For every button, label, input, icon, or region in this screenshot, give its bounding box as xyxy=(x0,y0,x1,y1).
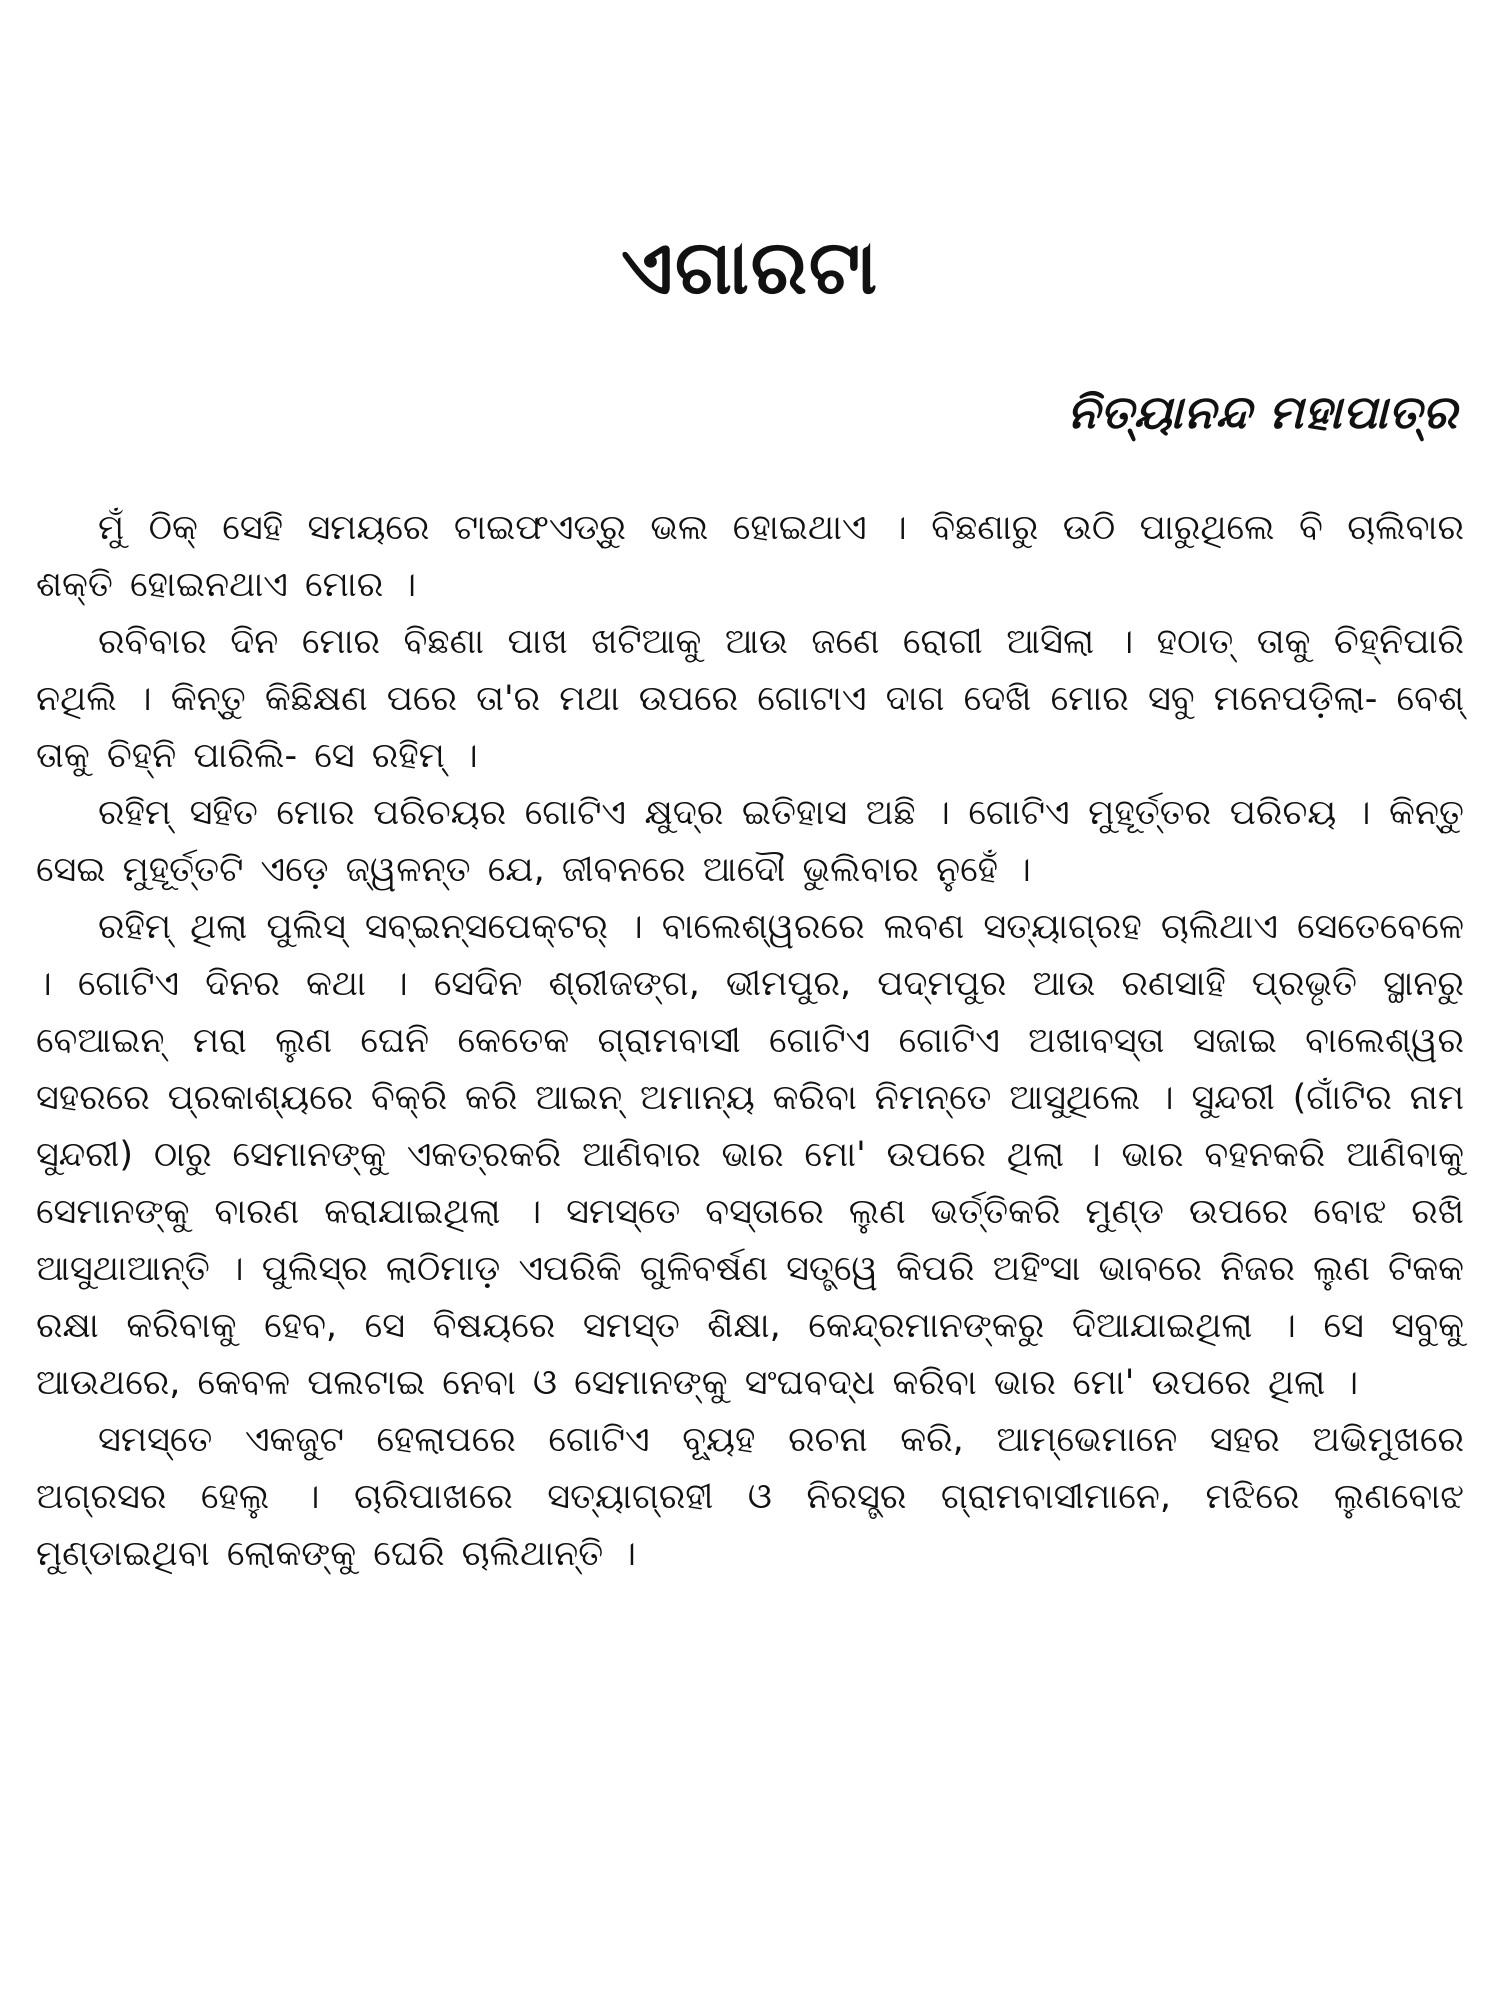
paragraph: ମୁଁ ଠିକ୍ ସେହି ସମୟରେ ଟାଇଫଏଡ୍‌ରୁ ଭଲ ହୋଇଥାଏ । ବିଛଣାରୁ ଉଠି ପାରୁଥିଲେ ବି ଚାଲିବାର ଶକ୍ତି ହୋଇନଥାଏ ମୋର । xyxy=(36,508,1464,605)
paragraph: ରହିମ୍ ସହିତ ମୋର ପରିଚୟର ଗୋଟିଏ କ୍ଷୁଦ୍ର ଇତିହାସ ଅଛି । ଗୋଟିଏ ମୁହୂର୍ତ୍ତର ପରିଚୟ । କିନ୍ତୁ ସେଇ ମୁହୂର୍ତ୍ତଟି ଏଡ଼େ ଜ୍ୱଳନ୍ତ ଯେ, ଜୀବନରେ ଆଦୌ ଭୁଲିବାର ନୁହେଁ । xyxy=(36,793,1464,890)
paragraph: ସମସ୍ତେ ଏକଜୁଟ ହେଲାପରେ ଗୋଟିଏ ବ୍ୟୂହ ରଚନା କରି, ଆମ୍ଭେମାନେ ସହର ଅଭିମୁଖରେ ଅଗ୍ରସର ହେଲୁ । ଚାରିପାଖରେ ସତ୍ୟାଗ୍ରହୀ ଓ ନିରସ୍ତ୍ର ଗ୍ରାମବାସୀମାନେ, ମଝିରେ ଲୁଣବୋଝ ମୁଣ୍ଡାଇଥିବା ଲୋକଙ୍କୁ ଘେରି ଚାଲିଥାନ୍ତି । xyxy=(36,1420,1464,1574)
page-title: ଏଗାରଟା xyxy=(621,225,879,311)
author-name: ନିତ୍ୟାନନ୍ଦ ମହାପାତ୍ର xyxy=(1067,385,1458,439)
paragraph: ରବିବାର ଦିନ ମୋର ବିଛଣା ପାଖ ଖଟିଆକୁ ଆଉ ଜଣେ ରୋଗୀ ଆସିଲା । ହଠାତ୍ ତାକୁ ଚିହ୍ନିପାରି ନଥିଲି । କିନ୍ତୁ କିଛିକ୍ଷଣ ପରେ ତା'ର ମଥା ଉପରେ ଗୋଟାଏ ଦାଗ ଦେଖି ମୋର ସବୁ ମନେପଡ଼ିଲା- ବେଶ୍ ତାକୁ ଚିହ୍ନି ପାରିଲି- ସେ ରହିମ୍ । xyxy=(36,622,1464,776)
paragraph: ରହିମ୍ ଥିଲା ପୁଲିସ୍ ସବ୍‌ଇନ୍‌ସପେକ୍ଟର୍ । ବାଲେଶ୍ୱରରେ ଲବଣ ସତ୍ୟାଗ୍ରହ ଚାଲିଥାଏ ସେତେବେଳେ । ଗୋଟିଏ ଦିନର କଥା । ସେଦିନ ଶ୍ରୀଜଙ୍ଗ, ଭୀମପୁର, ପଦ୍ମପୁର ଆଉ ରଣସାହି ପ୍ରଭୃତି ସ୍ଥାନରୁ ବେଆଇନ୍ ମରା ଲୁଣ ଘେନି କେତେକ ଗ୍ରାମବାସୀ ଗୋଟିଏ ଗୋଟିଏ ଅଖାବସ୍ତା ସଜାଇ ବାଲେଶ୍ୱର ସହରରେ ପ୍ରକାଶ୍ୟରେ ବିକ୍ରି କରି ଆଇନ୍ ଅମାନ୍ୟ କରିବା ନିମନ୍ତେ ଆସୁଥିଲେ । ସୁନ୍ଦରୀ (ଗାଁଟିର ନାମ ସୁନ୍ଦରୀ) ଠାରୁ ସେମାନଙ୍କୁ ଏକତ୍ରକରି ଆଣିବାର ଭାର ମୋ' ଉପରେ ଥିଲା । ଭାର ବହନକରି ଆଣିବାକୁ ସେମାନଙ୍କୁ ବାରଣ କରାଯାଇଥିଲା । ସମସ୍ତେ ବସ୍ତାରେ ଲୁଣ ଭର୍ତ୍ତିକରି ମୁଣ୍ଡ ଉପରେ ବୋଝ ରଖି ଆସୁଥାଆନ୍ତି । ପୁଲିସ୍‌ର ଲାଠିମାଡ଼ ଏପରିକି ଗୁଳିବର୍ଷଣ ସତ୍ତ୍ୱେ କିପରି ଅହିଂସା ଭାବରେ ନିଜର ଲୁଣ ଟିକକ ରକ୍ଷା କରିବାକୁ ହେବ, ସେ ବିଷୟରେ ସମସ୍ତ ଶିକ୍ଷା, କେନ୍ଦ୍ରମାନଙ୍କରୁ ଦିଆଯାଇଥିଲା । ସେ ସବୁକୁ ଆଉଥରେ, କେବଳ ପଲଟାଇ ନେବା ଓ ସେମାନଙ୍କୁ ସଂଘବଦ୍ଧ କରିବା ଭାର ମୋ' ଉପରେ ଥିଲା । xyxy=(36,907,1464,1403)
body-text xyxy=(36,500,1464,1583)
